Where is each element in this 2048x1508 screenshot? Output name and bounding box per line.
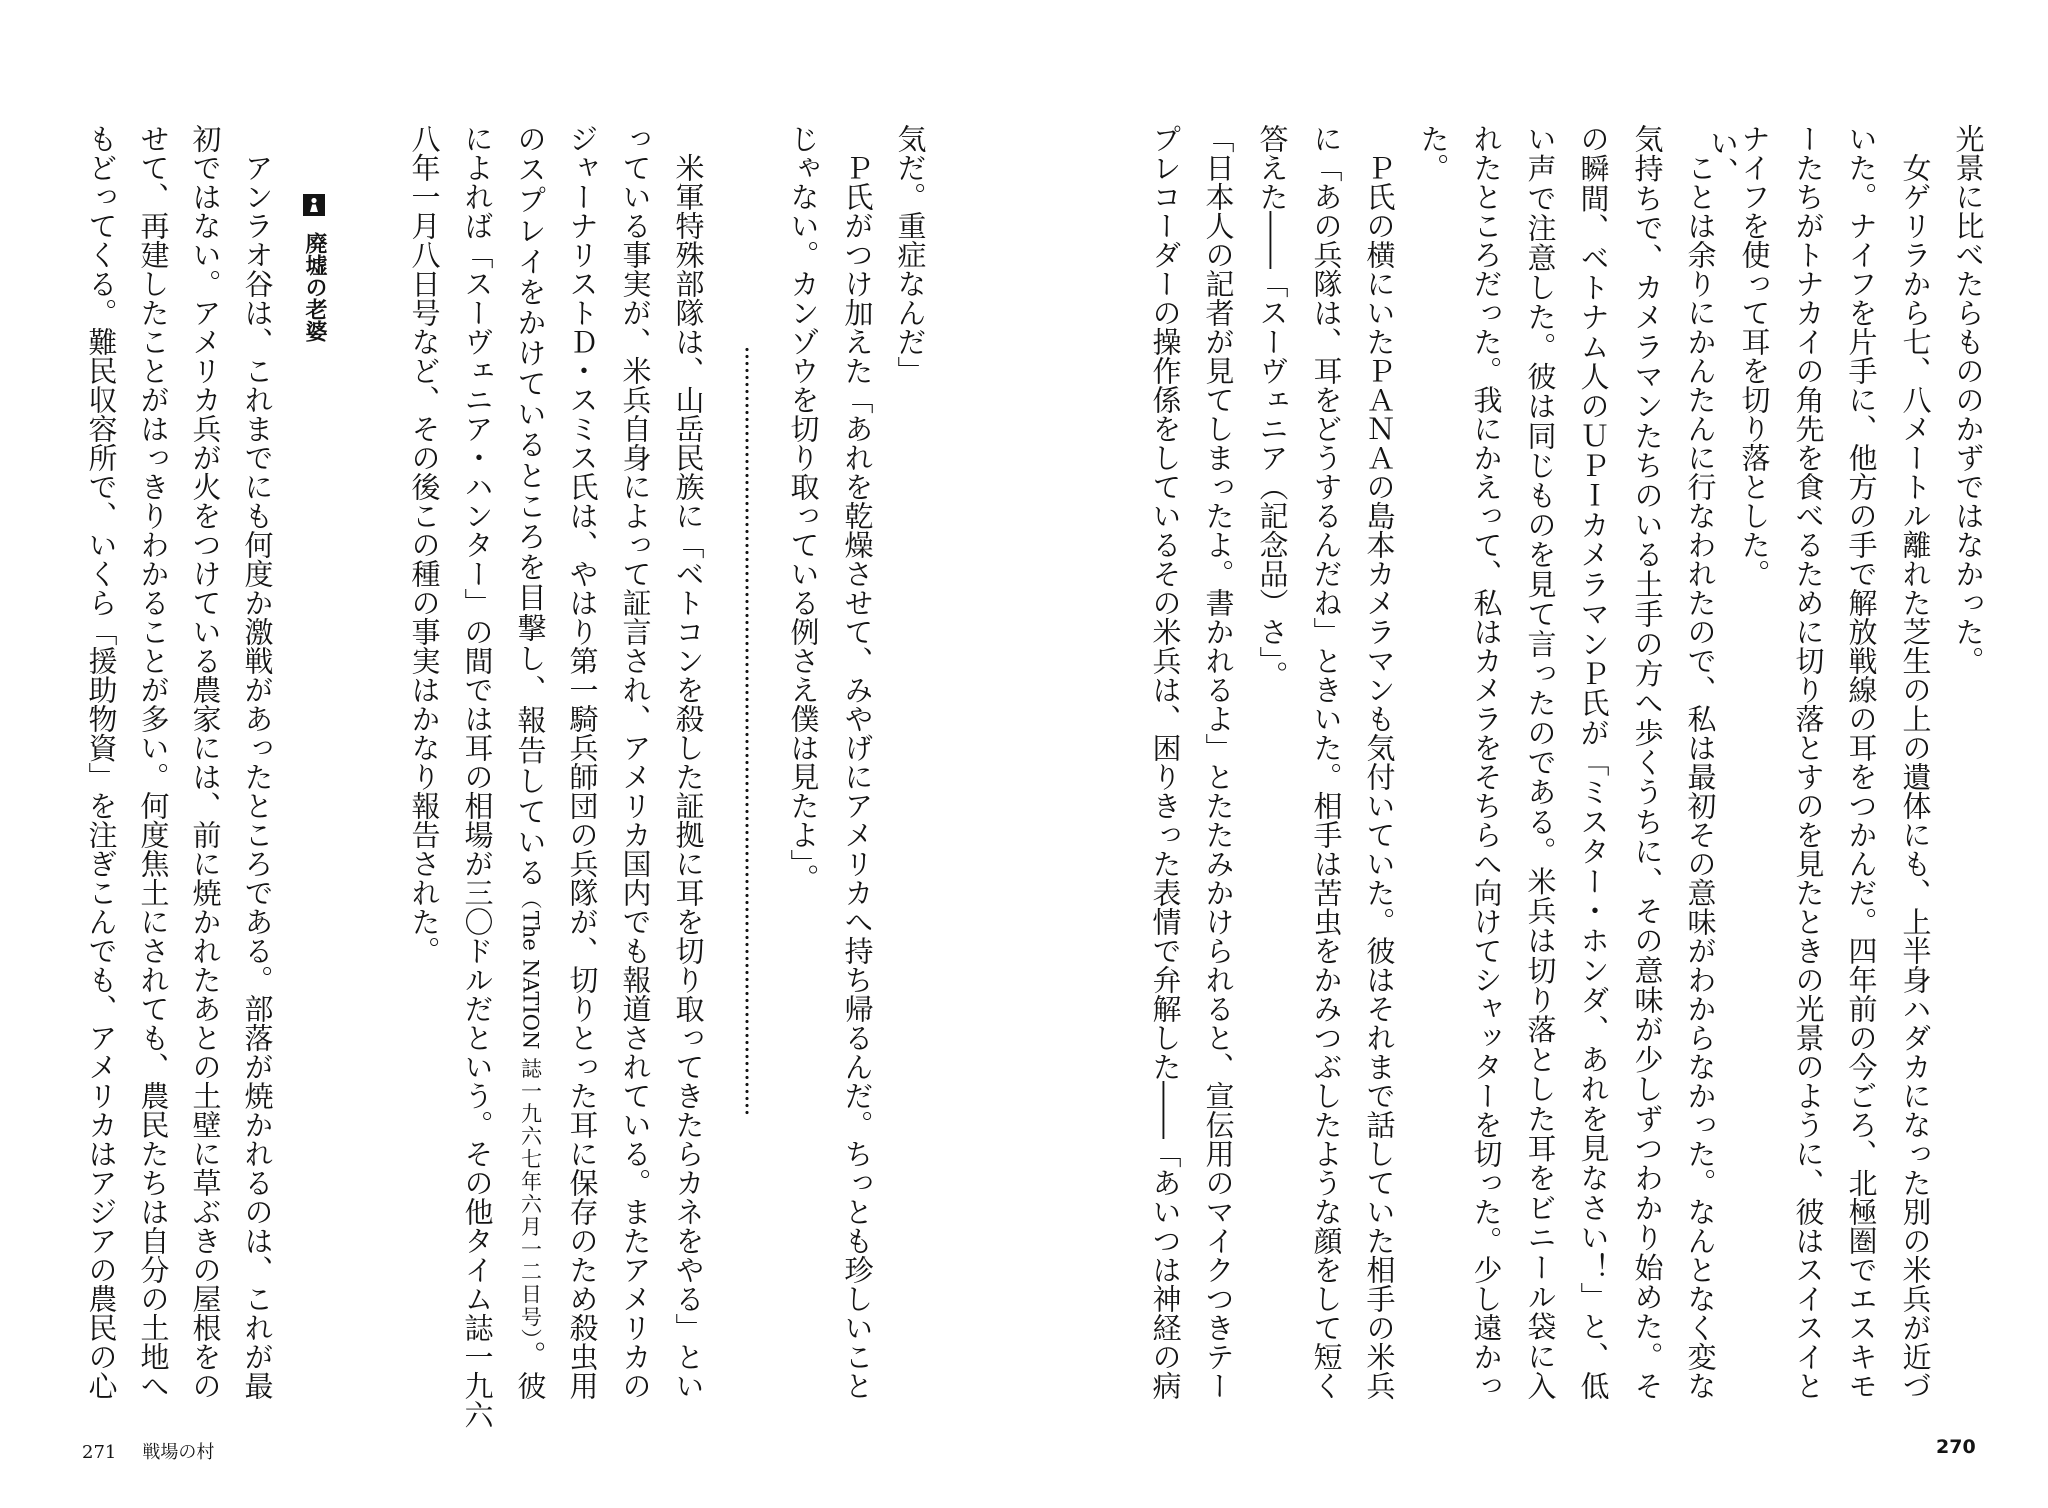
body-text-column: に「あの兵隊は、耳をどうするんだね」ときいた。相手は苦虫をかみつぶしたような顔をして短く (1309, 124, 1344, 1400)
body-text-column: Ｐ氏の横にいたＰＡＮＡの島本カメラマンも気付いていた。彼はそれまで話していた相手の米兵 (1362, 153, 1397, 1400)
column-text: 。彼 (513, 1340, 548, 1401)
body-text-column: 女ゲリラから七、八メートル離れた芝生の上の遺体にも、上半身ハダカになった別の米兵が近づ (1898, 153, 1933, 1400)
body-text-column: 初ではない。アメリカ兵が火をつけている農家には、前に焼かれたあとの土壁に草ぶきの屋根をの (188, 124, 223, 1400)
body-text-column: 八年一月八日号など、その後この種の事実はかなり報告された。 (407, 124, 442, 965)
page-number: 271 (82, 1442, 117, 1463)
body-text-column: 気だ。重症なんだ」 (893, 124, 928, 385)
body-text-column (504, 124, 557, 1400)
body-text-column: じゃない。カンゾウを切り取っている例さえ僕は見たよ」。 (786, 124, 821, 893)
body-text-column: の瞬間、ベトナム人のＵＰＩカメラマンＰ氏が「ミスター・ホンダ、あれを見なさい！」と、低 (1576, 124, 1611, 1400)
body-text-column: アンラオ谷は、これまでにも何度か激戦があったところである。部落が焼かれるのは、これが最 (240, 153, 275, 1400)
body-text-column: せて、再建したことがはっきりわかることが多い。何度焦土にされても、農民たちは自分の土地へ (136, 124, 171, 1400)
page-number: 270 (1936, 1436, 1976, 1458)
body-text-column: い声で注意した。彼は同じものを見て言ったのである。米兵は切り落とした耳をビニール袋に入 (1523, 124, 1558, 1401)
body-text-column: 米軍特殊部隊は、山岳民族に「ベトコンを殺した証拠に耳を切り取ってきたらカネをやる」とい (671, 153, 706, 1400)
body-text-column: 気持ちで、カメラマンたちのいる土手の方へ歩くうちに、その意味が少しずつわかり始めた。そ (1630, 124, 1665, 1400)
section-divider (745, 346, 749, 1117)
body-text-column: ことは余りにかんたんに行なわれたので、私は最初その意味がわからなかった。なんとなく変な (1683, 153, 1718, 1400)
column-text: のスプレイをかけているところを目撃し、報告している (513, 124, 548, 889)
citation: （The NATION 誌一九六七年六月一二日号） (518, 888, 543, 1341)
body-text-column: 「日本人の記者が見てしまったよ。書かれるよ」とたたみかけられると、宣伝用のマイクつきテー (1201, 124, 1236, 1400)
body-text-column: Ｐ氏がつけ加えた「あれを乾燥させて、みやげにアメリカへ持ち帰るんだ。ちっとも珍しいこと (840, 153, 875, 1400)
section-mark-icon (303, 194, 325, 216)
stray-print-mark: い、 (1706, 128, 1740, 186)
body-text-column: た。 (1416, 124, 1451, 182)
body-text-column: もどってくる。難民収容所で、いくら「援助物資」を注ぎこんでも、アメリカはアジアの農民の心 (84, 124, 119, 1400)
right-page (1024, 0, 2048, 1508)
section-heading: 廃墟の老婆 (302, 232, 327, 342)
body-text-column: ーたちがトナカイの角先を食べるために切り落とすのを見たときの光景のように、彼はスイスイと (1791, 124, 1826, 1400)
page-footer-left (82, 1438, 214, 1464)
body-text-column: ナイフを使って耳を切り落とした。 (1737, 124, 1772, 588)
body-text-column: 光景に比べたらもののかずではなかった。 (1951, 124, 1986, 675)
body-text-column: っている事実が、米兵自身によって証言され、アメリカ国内でも報道されている。またアメリカの (618, 124, 653, 1400)
body-text-column: によれば「スーヴェニア・ハンター」の間では耳の相場が三〇ドルだという。その他タイム誌一九六 (460, 124, 495, 1429)
running-head: 戦場の村 (142, 1442, 215, 1463)
body-text-column: ジャーナリストＤ・スミス氏は、やはり第一騎兵師団の兵隊が、切りとった耳に保存のため殺虫用 (565, 124, 600, 1400)
body-text-column: れたところだった。我にかえって、私はカメラをそちらへ向けてシャッターを切った。少し遠かっ (1469, 124, 1504, 1400)
body-text-column: いた。ナイフを片手に、他方の手で解放戦線の耳をつかんだ。四年前の今ごろ、北極圏でエスキモ (1844, 124, 1879, 1400)
body-text-column: プレコーダーの操作係をしているその米兵は、困りきった表情で弁解した――「あいつは神経の病 (1148, 124, 1183, 1400)
body-text-column: 答えた――「スーヴェニア（記念品）さ」。 (1255, 124, 1290, 690)
